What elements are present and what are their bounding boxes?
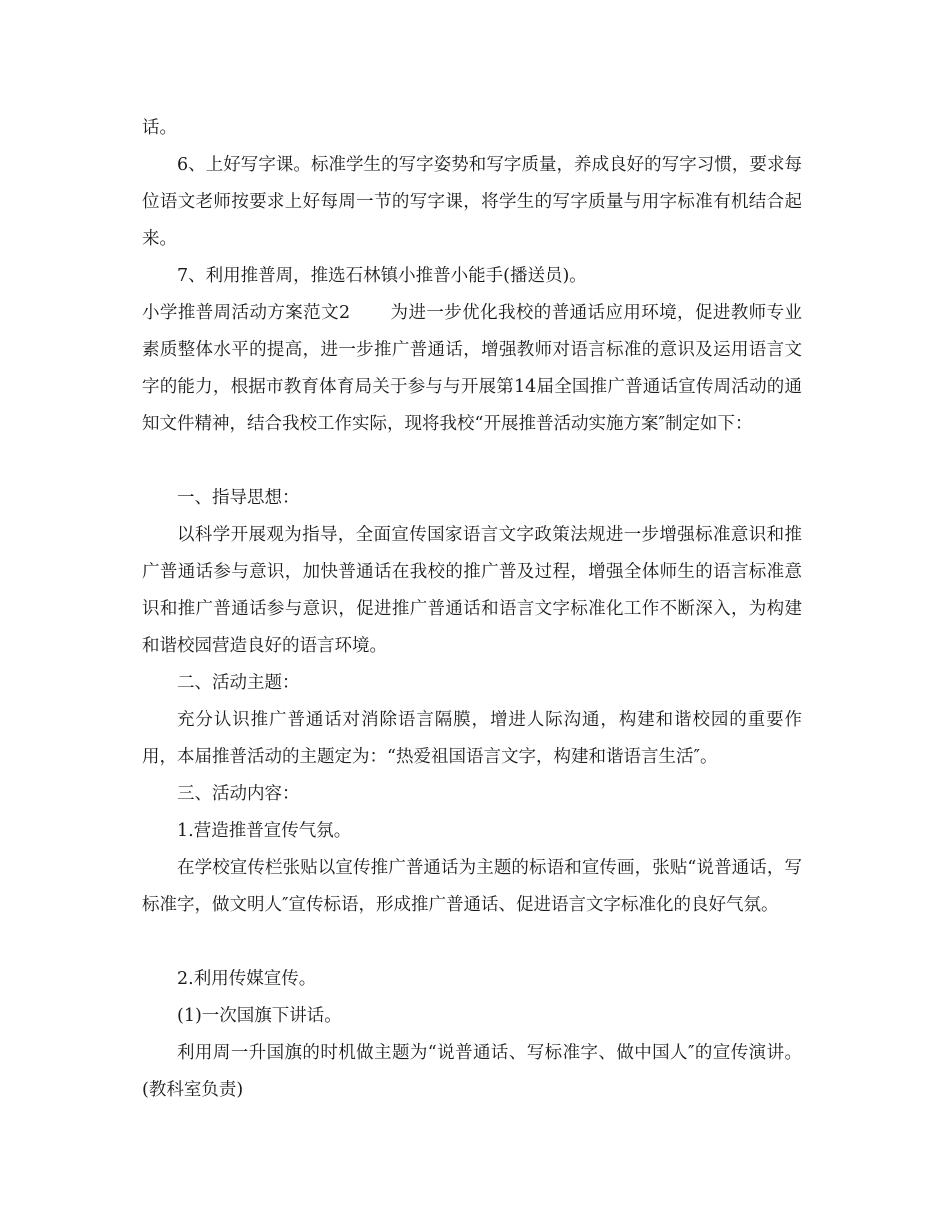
paragraph-continuation: 话。 — [142, 118, 177, 138]
section-heading: 小学推普周活动方案范文2 — [142, 303, 351, 323]
subheading-atmosphere: 1.营造推普宣传气氛。 — [177, 821, 352, 841]
subheading-flag-speech: (1)一次国旗下讲话。 — [177, 1006, 342, 1026]
heading-activity-content: 三、活动内容： — [177, 784, 300, 804]
paragraph-activity-theme: 充分认识推广普通话对消除语言隔膜，增进人际沟通，构建和谐校园的重要作用，本届推普活动的主题定为：“热爱祖国语言文字，构建和谐语言生活″。 — [142, 710, 802, 767]
paragraph-section-2-intro — [142, 295, 802, 443]
heading-activity-theme: 二、活动主题： — [177, 673, 300, 693]
paragraph-item-6: 6、上好写字课。标准学生的写字姿势和写字质量，养成良好的写字习惯，要求每位语文老师按要求上好每周一节的写字课，将学生的写字质量与用字标准有机结合起来。 — [142, 155, 802, 249]
paragraph-flag-speech: 利用周一升国旗的时机做主题为“说普通话、写标准字、做中国人″的宣传演讲。(教科室负责) — [142, 1043, 802, 1100]
subheading-media: 2.利用传媒宣传。 — [177, 969, 317, 989]
paragraph-guiding-thought: 以科学开展观为指导，全面宣传国家语言文字政策法规进一步增强标准意识和推广普通话参与意识，加快普通话在我校的推广普及过程，增强全体师生的语言标准意识和推广普通话参与意识，促进推广普通话和语言文字标准化工作不断深入，为构建和谐校园营造良好的语言环境。 — [142, 525, 802, 656]
section-intro-text: 为进一步优化我校的普通话应用环境，促进教师专业素质整体水平的提高，进一步推广普通话，增强教师对语言标准的意识及运用语言文字的能力，根据市教育体育局关于参与与开展第14届全国推广普通话宣传周活动的通知文件精神，结合我校工作实际，现将我校“开展推普活动实施方案″制定如下： — [142, 303, 802, 434]
paragraph-item-7: 7、利用推普周，推选石林镇小推普小能手(播送员)。 — [177, 266, 587, 286]
heading-guiding-thought: 一、指导思想： — [177, 488, 300, 508]
paragraph-atmosphere: 在学校宣传栏张贴以宣传推广普通话为主题的标语和宣传画，张贴“说普通话，写标准字，做文明人″宣传标语，形成推广普通话、促进语言文字标准化的良好气氛。 — [142, 858, 802, 915]
